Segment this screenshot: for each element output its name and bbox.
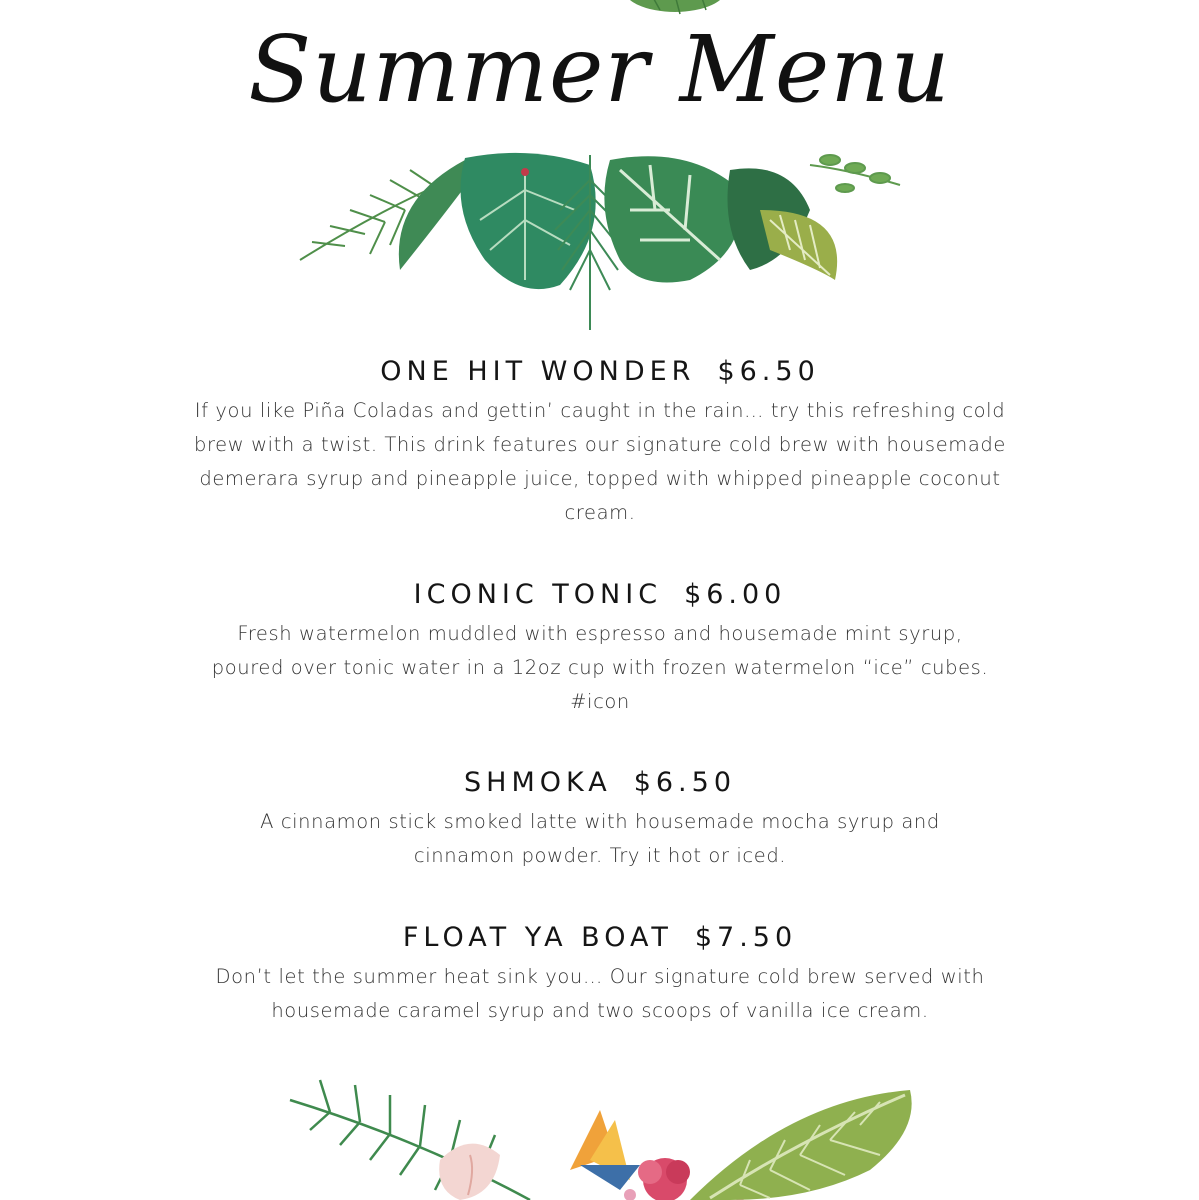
menu-item-price: $6.50 xyxy=(717,356,820,387)
tropical-flowers-illustration xyxy=(270,1060,930,1200)
menu-item xyxy=(150,765,1050,873)
menu-item-description: Fresh watermelon muddled with espresso and housemade mint syrup, poured over tonic water in a 12oz cup with frozen watermelon “ice” cubes. #icon xyxy=(211,622,989,713)
page-title: Summer Menu xyxy=(248,16,951,123)
menu-item xyxy=(150,577,1050,719)
menu-item-name: FLOAT YA BOAT xyxy=(402,922,673,953)
menu-item-price: $6.50 xyxy=(633,767,736,798)
menu-item-description: A cinnamon stick smoked latte with housemade mocha syrup and cinnamon powder. Try it hot or iced. xyxy=(260,810,940,867)
menu-item-heading xyxy=(150,354,1050,390)
menu-item xyxy=(150,920,1050,1028)
menu-item-description: If you like Piña Coladas and gettin’ caught in the rain… try this refreshing cold brew with a twist. This drink features our signature cold brew with housemade demerara syrup and pineapple juice, topped with whipped pineapple coconut cream. xyxy=(193,399,1007,524)
menu-item-heading xyxy=(150,765,1050,801)
menu-item-heading xyxy=(150,577,1050,613)
menu-item-name: ICONIC TONIC xyxy=(413,579,663,610)
menu-item-price: $6.00 xyxy=(684,579,787,610)
menu-item-description: Don’t let the summer heat sink you… Our signature cold brew served with housemade caramel syrup and two scoops of vanilla ice cream. xyxy=(215,965,985,1022)
menu-item-name: ONE HIT WONDER xyxy=(380,356,696,387)
menu-item-price: $7.50 xyxy=(694,922,798,953)
tropical-foliage-illustration xyxy=(290,150,910,335)
menu-item-heading xyxy=(150,920,1050,956)
menu-item-name: SHMOKA xyxy=(464,767,612,798)
menu-item xyxy=(150,354,1050,530)
